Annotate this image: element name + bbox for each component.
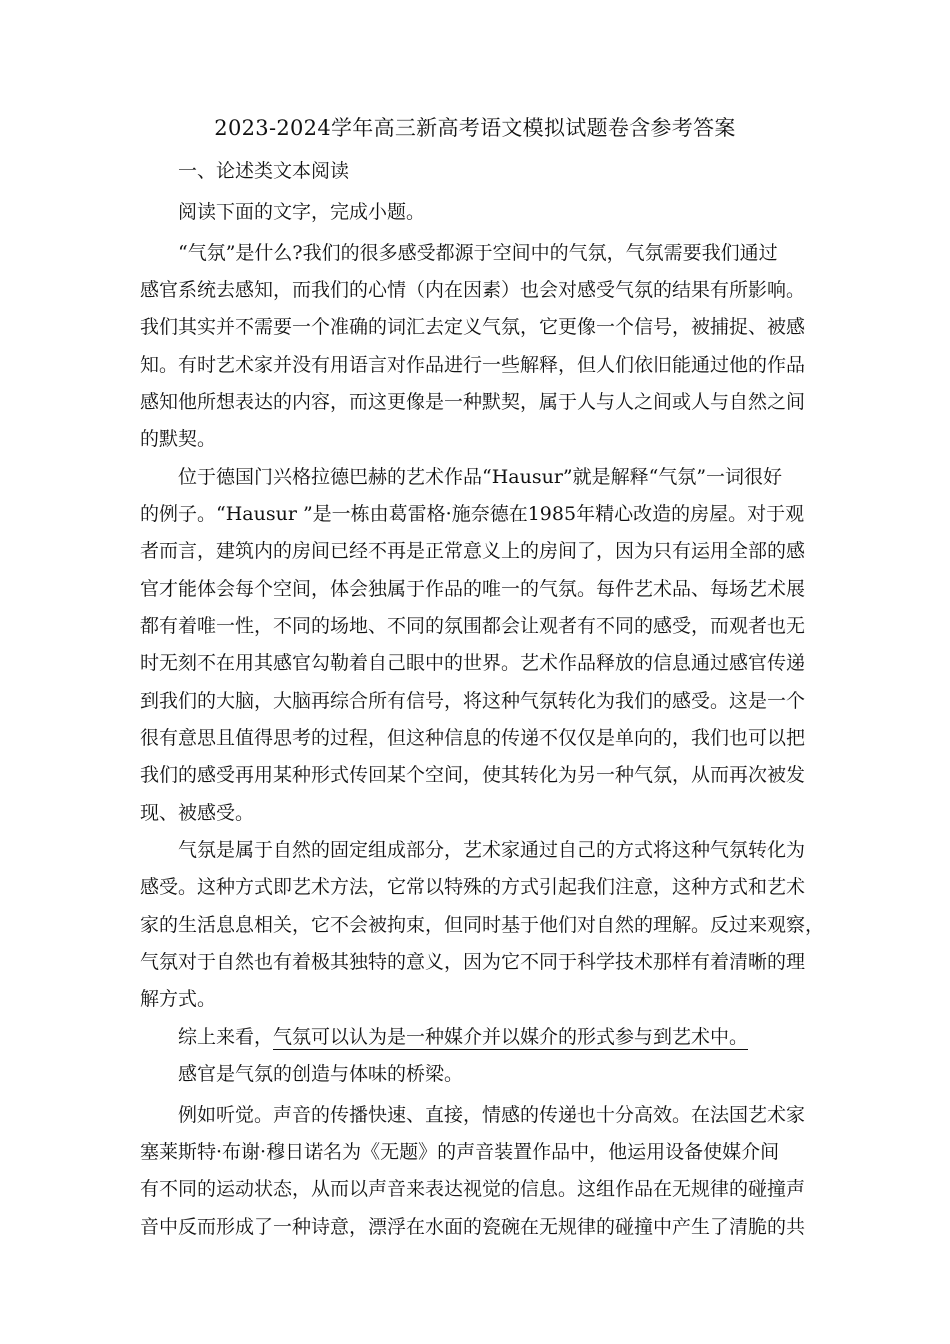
paragraph-line: 我们其实并不需要一个准确的词汇去定义气氛，它更像一个信号，被捕捉、被感 xyxy=(140,316,806,338)
paragraph-line: 有不同的运动状态，从而以声音来表达视觉的信息。这组作品在无规律的碰撞声 xyxy=(140,1178,806,1200)
paragraph-line: 很有意思且值得思考的过程，但这种信息的传递不仅仅是单向的，我们也可以把 xyxy=(140,727,806,749)
paragraph-line: 知。有时艺术家并没有用语言对作品进行一些解释，但人们依旧能通过他的作品 xyxy=(140,354,806,376)
paragraph-line: 气氛对于自然也有着极其独特的意义，因为它不同于科学技术那样有着清晰的理 xyxy=(140,951,806,973)
paragraph-line: “气氛”是什么?我们的很多感受都源于空间中的气氛，气氛需要我们通过 xyxy=(140,242,778,264)
paragraph-line: 的默契。 xyxy=(140,428,217,450)
paragraph-line: 感知他所想表达的内容，而这更像是一种默契，属于人与人之间或人与自然之间 xyxy=(140,391,806,413)
paragraph-line: 的例子。“Hausur ”是一栋由葛雷格·施奈德在1985年精心改造的房屋。对于观 xyxy=(140,503,805,525)
section-heading: 一、论述类文本阅读 xyxy=(140,160,350,182)
paragraph-line: 解方式。 xyxy=(140,988,217,1010)
summary-prefix: 综上来看， xyxy=(140,1026,274,1048)
paragraph-line: 家的生活息息相关，它不会被拘束，但同时基于他们对自然的理解。反过来观察， xyxy=(140,914,825,936)
paragraph-line: 时无刻不在用其感官勾勒着自己眼中的世界。艺术作品释放的信息通过感官传递 xyxy=(140,652,806,674)
paragraph-line: 者而言，建筑内的房间已经不再是正常意义上的房间了，因为只有运用全部的感 xyxy=(140,540,806,562)
underlined-sentence: 气氛可以认为是一种媒介并以媒介的形式参与到艺术中。 xyxy=(273,1026,749,1048)
paragraph-line: 塞莱斯特·布谢·穆日诺名为《无题》的声音装置作品中，他运用设备使媒介间 xyxy=(140,1141,780,1163)
paragraph-line: 感受。这种方式即艺术方法，它常以特殊的方式引起我们注意，这种方式和艺术 xyxy=(140,876,806,898)
paragraph-line: 现、被感受。 xyxy=(140,802,255,824)
paragraph-line: 音中反而形成了一种诗意，漂浮在水面的瓷碗在无规律的碰撞中产生了清脆的共 xyxy=(140,1216,806,1238)
document-title: 2023-2024学年高三新高考语文模拟试题卷含参考答案 xyxy=(214,116,736,140)
instruction-line: 阅读下面的文字，完成小题。 xyxy=(140,201,426,223)
paragraph-line: 都有着唯一性，不同的场地、不同的氛围都会让观者有不同的感受，而观者也无 xyxy=(140,615,806,637)
paragraph-line: 感官是气氛的创造与体味的桥梁。 xyxy=(140,1063,464,1085)
paragraph-line: 例如听觉。声音的传播快速、直接，情感的传递也十分高效。在法国艺术家 xyxy=(140,1104,806,1126)
paragraph-line: 到我们的大脑，大脑再综合所有信号，将这种气氛转化为我们的感受。这是一个 xyxy=(140,690,806,712)
summary-line xyxy=(140,1022,810,1052)
paragraph-line: 感官系统去感知，而我们的心情（内在因素）也会对感受气氛的结果有所影响。 xyxy=(140,279,806,301)
paragraph-line: 位于德国门兴格拉德巴赫的艺术作品“Hausur”就是解释“气氛”一词很好 xyxy=(140,466,783,488)
paragraph-line: 官才能体会每个空间，体会独属于作品的唯一的气氛。每件艺术品、每场艺术展 xyxy=(140,578,806,600)
paragraph-line: 气氛是属于自然的固定组成部分，艺术家通过自己的方式将这种气氛转化为 xyxy=(140,839,806,861)
paragraph-line: 我们的感受再用某种形式传回某个空间，使其转化为另一种气氛，从而再次被发 xyxy=(140,764,806,786)
